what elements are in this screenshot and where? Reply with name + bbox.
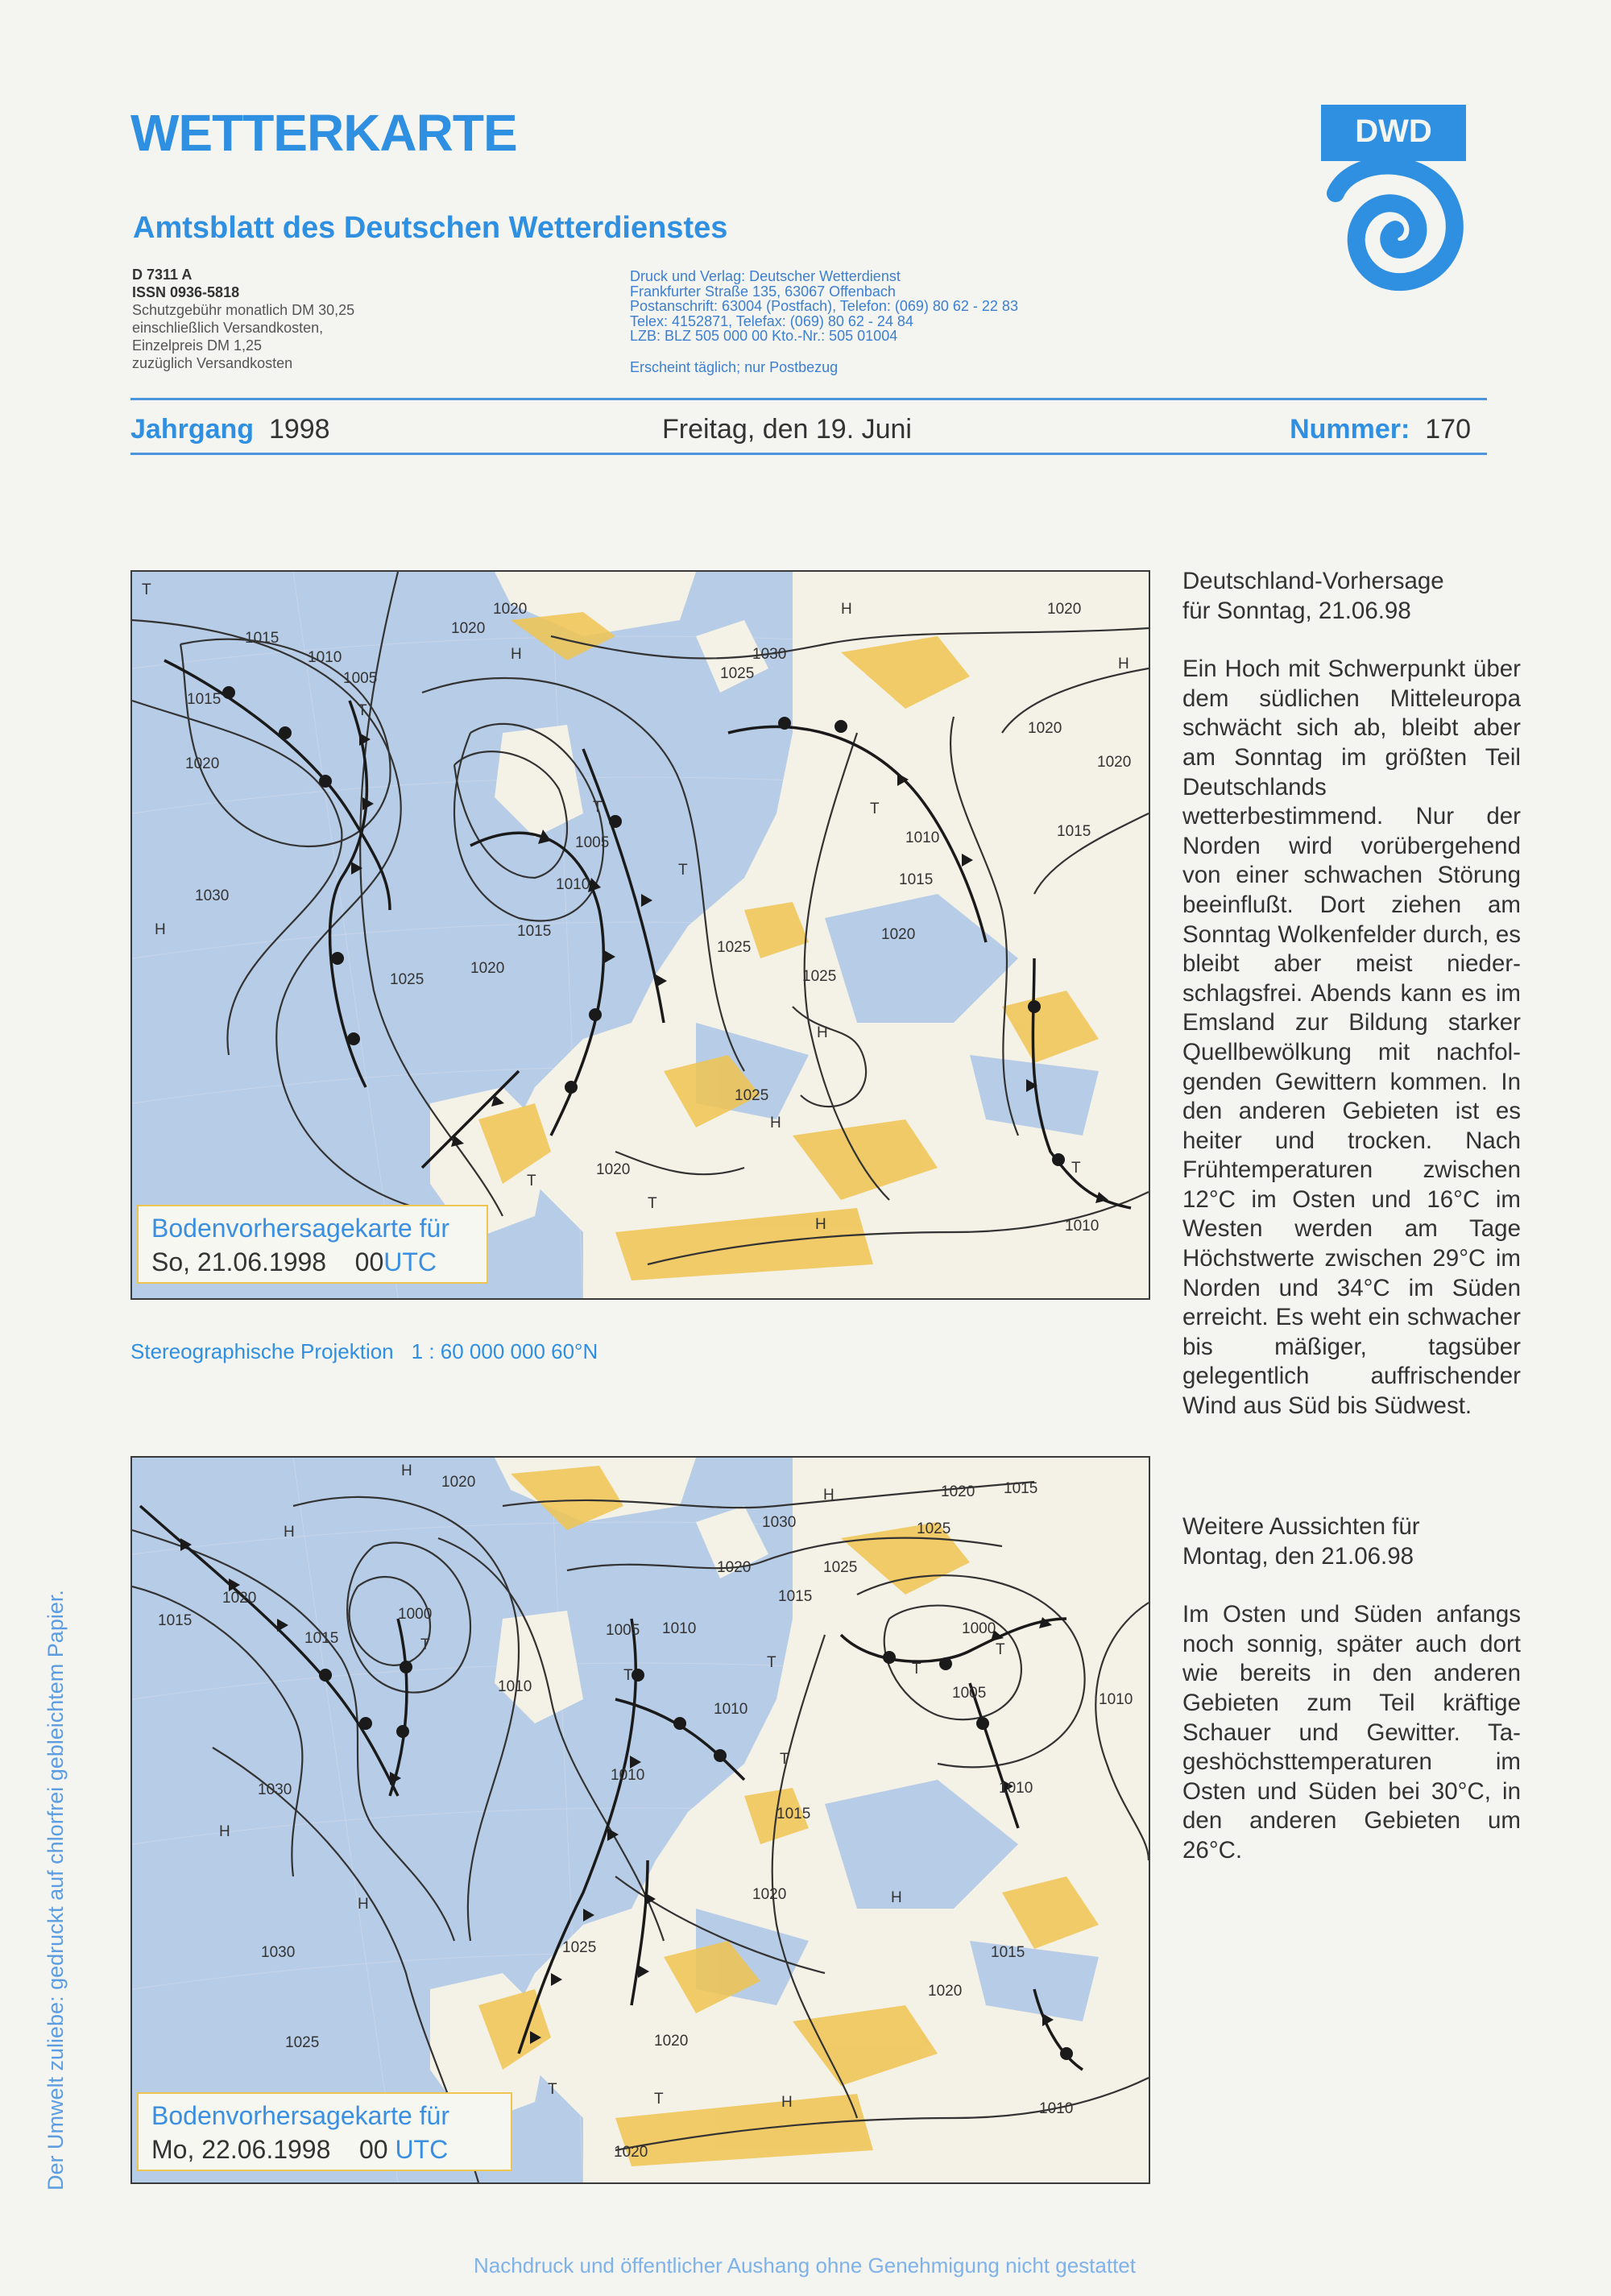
map2-label: 1015 [1004, 1480, 1038, 1497]
fee-line: Einzelpreis DM 1,25 [132, 337, 263, 354]
map2-label: 1020 [928, 1983, 963, 2000]
map2-label: 1015 [158, 1612, 193, 1629]
map1-label: 1015 [899, 871, 934, 888]
map1-label: 1025 [735, 1087, 769, 1104]
map1-canvas [132, 572, 1149, 1298]
map2-label: T [623, 1667, 633, 1684]
map1-label: 1030 [752, 646, 787, 663]
nummer-value: 170 [1425, 414, 1471, 445]
publisher-line: Telex: 4152871, Telefax: (069) 80 62 - 24 84 [630, 312, 913, 329]
forecast-sunday [1182, 567, 1521, 1421]
map1-label: H [1118, 656, 1129, 672]
map2-label: H [358, 1896, 369, 1913]
map2-caption-time: 00 [358, 2135, 388, 2164]
map1-label: 1015 [1057, 823, 1091, 840]
publisher-line: LZB: BLZ 505 000 00 Kto.-Nr.: 505 01004 [630, 328, 898, 344]
map1-label: H [815, 1216, 826, 1233]
map1-label: 1010 [1065, 1218, 1100, 1235]
map2-label: 1010 [611, 1767, 645, 1784]
map1-label: H [770, 1115, 781, 1131]
map1-label: T [593, 799, 603, 816]
map2-label: 1010 [1039, 2100, 1074, 2117]
map1-label: 1020 [881, 926, 916, 943]
publisher-line: Postanschrift: 63004 (Postfach), Telefon: (069) 80 62 - 22 83 [630, 298, 1018, 314]
map2-label: 1020 [222, 1590, 257, 1607]
map2-label: 1010 [1099, 1691, 1133, 1708]
forecast-sunday-heading [1182, 567, 1521, 626]
map1-label: 1015 [517, 923, 552, 940]
publisher-info [630, 269, 1018, 374]
map2-label: T [767, 1654, 777, 1671]
map1-label: 1020 [470, 960, 505, 977]
map2-label: 1020 [717, 1559, 752, 1576]
page-title: WETTERKARTE [130, 104, 517, 162]
map2-label: H [219, 1823, 230, 1840]
map1-label: 1025 [802, 968, 837, 985]
map2-label: 1005 [952, 1685, 987, 1702]
projection-name: Stereographische Projektion [130, 1339, 394, 1363]
map1-label: T [678, 862, 688, 879]
forecast-heading-line: Montag, den 21.06.98 [1182, 1542, 1414, 1570]
map2-label: 1020 [941, 1483, 975, 1500]
map1-caption-title: Bodenvorhersagekarte für [151, 1214, 449, 1243]
forecast-heading-line: für Sonntag, 21.06.98 [1182, 597, 1411, 624]
map2-caption-utc: UTC [395, 2135, 449, 2164]
map1-caption-utc: UTC [383, 1247, 437, 1276]
rule-bottom [130, 453, 1487, 455]
map2-label: 1015 [777, 1806, 811, 1822]
page-subtitle: Amtsblatt des Deutschen Wetterdienstes [133, 211, 728, 245]
map1-label: 1025 [720, 665, 755, 682]
map2-label: 1025 [285, 2034, 320, 2051]
map2-label: H [823, 1487, 834, 1504]
map1-label: T [648, 1195, 657, 1212]
map2-label: 1000 [398, 1606, 433, 1623]
map2-label: T [996, 1641, 1005, 1658]
map1-label: 1020 [1097, 754, 1132, 771]
forecast-heading-line: Deutschland-Vorhersage [1182, 568, 1444, 594]
map1-label: T [1071, 1160, 1081, 1177]
code-issn: ISSN 0936-5818 [132, 284, 240, 300]
map1-label: 1010 [556, 876, 590, 893]
map1-label: 1025 [717, 939, 752, 956]
forecast-monday [1182, 1512, 1521, 1866]
map2-label: 1020 [614, 2144, 648, 2161]
map2-label: 1030 [762, 1514, 797, 1531]
map2-label: H [781, 2094, 793, 2111]
fee-line: Schutzgebühr monatlich DM 30,25 [132, 302, 355, 318]
forecast-heading-line: Weitere Aussichten für [1182, 1513, 1420, 1540]
map2-label: T [420, 1636, 430, 1653]
map2-caption-date: Mo, 22.06.1998 [151, 2135, 331, 2164]
map2-label: 1010 [662, 1620, 697, 1637]
map1-label: 1020 [596, 1161, 631, 1178]
map1-label: 1010 [905, 829, 940, 846]
map1-label: H [817, 1024, 828, 1041]
map2-label: T [780, 1751, 789, 1768]
map2-label: T [548, 2081, 557, 2098]
map2-label: 1015 [778, 1588, 813, 1605]
map1-caption-time: 00 [354, 1247, 384, 1276]
map1-label: 1020 [185, 755, 220, 772]
map1-label: H [511, 646, 522, 663]
eco-paper-note: Der Umwelt zuliebe: gedruckt auf chlorfrei gebleichtem Papier. [43, 1590, 68, 2191]
map2-label: H [891, 1889, 902, 1906]
map2-label: 1020 [441, 1474, 476, 1491]
map1-label: 1020 [493, 601, 528, 618]
map1-label: H [841, 601, 852, 618]
forecast-sunday-text: Ein Hoch mit Schwerpunkt über dem südlichen Mitteleuropa schwächt sich ab, bleibt aber am Sonntag im größten Teil Deutschlands wetterbestimmend. Nur der Norden wird vorübergehend von einer schwachen Störung beeinflußt. Dort ziehen am Sonntag Wolkenfelder durch, es bleibt aber meist niederschlagsfrei. Abends kann es im Emsland zur Bildung starker Quellbewölkung mit nachfolgenden Gewittern kommen. In den anderen Gebieten ist es heiter und trocken. Nach Frühtemperaturen zwischen 12°C im Osten und 16°C im Westen werden am Tage Höchstwerte zwischen 29°C im Norden und 34°C im Süden erreicht. Es weht ein schwacher bis mäßiger, tagsüber gelegentlich auffrischender Wind aus Süd bis Südwest. [1182, 656, 1521, 1420]
map1-caption [137, 1205, 488, 1284]
map2-label: H [284, 1524, 295, 1541]
map2-label: 1015 [991, 1944, 1025, 1961]
rule-top [130, 398, 1487, 400]
map2-label: 1000 [962, 1620, 996, 1637]
map2-label: 1030 [258, 1781, 292, 1798]
map1-label: 1015 [245, 630, 280, 647]
nummer-label: Nummer: [1290, 414, 1410, 445]
map2-label: 1025 [917, 1520, 951, 1537]
map2-label: 1025 [823, 1559, 858, 1576]
map1-label: 1025 [390, 971, 424, 988]
map1-caption-date: So, 21.06.1998 [151, 1247, 327, 1276]
map2-canvas [132, 1458, 1149, 2182]
map1-label: 1020 [1047, 601, 1082, 618]
projection-note [130, 1339, 598, 1364]
map2-caption-title: Bodenvorhersagekarte für [151, 2101, 449, 2130]
forecast-monday-heading [1182, 1512, 1521, 1571]
map1-label: T [527, 1173, 536, 1189]
map2-label: 1010 [498, 1678, 532, 1695]
map2-label: H [401, 1462, 412, 1479]
forecast-map-sunday [130, 570, 1150, 1300]
fee-line: zuzüglich Versandkosten [132, 355, 293, 371]
publication-codes [132, 266, 354, 372]
publisher-line: Frankfurter Straße 135, 63067 Offenbach [630, 283, 896, 300]
map1-label: T [870, 800, 880, 817]
jahrgang-value: 1998 [268, 414, 330, 445]
publication-frequency: Erscheint täglich; nur Postbezug [630, 358, 839, 375]
jahrgang-label: Jahrgang [130, 414, 255, 445]
map2-label: 1025 [562, 1939, 597, 1956]
logo-text: DWD [1355, 114, 1432, 149]
map2-label: 1020 [752, 1886, 787, 1903]
issue-date: Freitag, den 19. Juni [662, 414, 912, 445]
map1-label: 1030 [195, 887, 230, 904]
map1-label: 1010 [308, 649, 342, 666]
map1-label: 1005 [343, 670, 378, 687]
map1-label: 1005 [575, 834, 610, 851]
map2-caption [137, 2092, 512, 2171]
copyright-notice: Nachdruck und öffentlicher Aushang ohne Genehmigung nicht gestattet [474, 2253, 1136, 2277]
map1-label: H [155, 921, 166, 938]
projection-scale: 1 : 60 000 000 60°N [411, 1339, 598, 1363]
map1-label: 1020 [1028, 720, 1062, 737]
forecast-monday-text: Im Osten und Süden anfangs noch sonnig, später auch dort wie bereits in den anderen Gebieten zum Teil kräftige Schauer und Gewitter. Tageshöchsttemperaturen im Osten und Süden bei 30°C, in den anderen Gebieten um 26°C. [1182, 1601, 1521, 1864]
publisher-line: Druck und Verlag: Deutscher Wetterdienst [630, 268, 901, 284]
map2-label: 1020 [654, 2033, 689, 2050]
map2-label: T [654, 2091, 664, 2108]
issue-row [130, 409, 1487, 449]
map1-label: T [358, 702, 367, 719]
map1-label: 1020 [451, 620, 486, 637]
dwd-logo [1321, 105, 1466, 306]
map1-label: 1015 [187, 691, 222, 708]
fee-line: einschließlich Versandkosten, [132, 320, 324, 336]
map1-label: T [142, 581, 151, 598]
map2-label: 1010 [714, 1701, 748, 1718]
forecast-map-monday [130, 1456, 1150, 2184]
map2-label: T [912, 1661, 921, 1678]
map2-label: 1010 [999, 1780, 1033, 1797]
map2-label: 1030 [261, 1944, 296, 1961]
map2-label: 1015 [304, 1630, 339, 1647]
code-d: D 7311 A [132, 267, 193, 283]
map2-label: 1005 [606, 1622, 640, 1639]
